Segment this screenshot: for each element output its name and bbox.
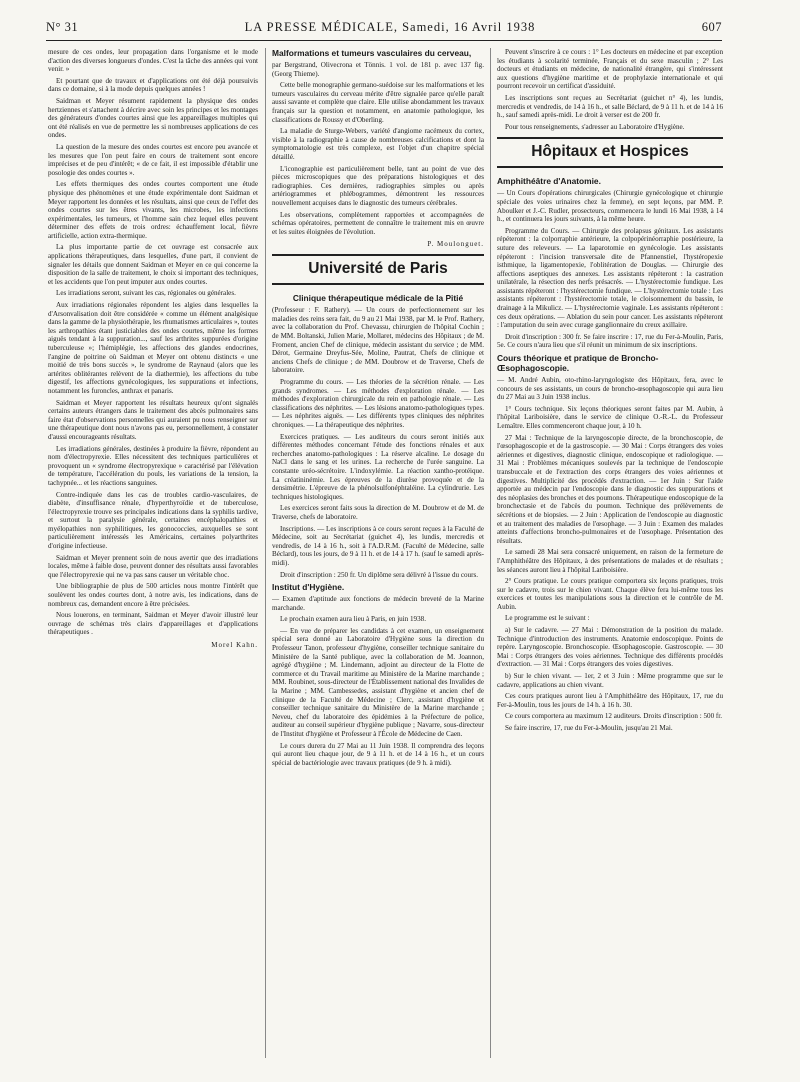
paragraph: L'iconographie est particulièrement belle, tant au point de vue des pièces microscopiques que des préparations histologiques et des radiographies. Ces dernières, radiographies simples ou après artériogrammes et phlébogrammes, démontrent les ressources nouvellement acquises dans le diagnostic des tumeurs cérébrales. xyxy=(272,164,484,207)
paragraph: mesure de ces ondes, leur propagation dans l'organisme et le mode d'action des diverses longueurs d'ondes. C'est la tâche des années qui vont venir. » xyxy=(48,48,258,74)
amphi-title: Amphithéâtre d'Anatomie. xyxy=(497,176,601,187)
paragraph: a) Sur le cadavre. — 27 Mai : Démonstration de la position du malade. Technique d'introduction des instruments. Anatomie endoscopique. Points de repère. Laryngoscopie. Bronchoscopie. Œsophagoscopie. Gastroscopie. — 30 Mai : Corps étrangers des voies aériennes. Technique des différents procédés d'extraction. — 31 Mai : Corps étrangers des voies digestives. xyxy=(497,626,723,669)
paragraph: Se faire inscrire, 17, rue du Fer-à-Moulin, jusqu'au 21 Mai. xyxy=(505,724,673,732)
newspaper-title: LA PRESSE MÉDICALE, Samedi, 16 Avril 1938 xyxy=(244,20,536,34)
broncho-title: Cours théorique et pratique de Broncho-Œsophagoscopie. xyxy=(497,353,659,374)
column-1 xyxy=(48,48,258,1058)
issue-number: N° 31 xyxy=(46,20,79,34)
paragraph: Contre-indiquée dans les cas de troubles cardio-vasculaires, de diabète, d'insuffisance rénale, d'hyperthyroïdie et de tuberculose, l'électropyrexie trouve ses principales indications dans la syphilis tardive, et surtout la paralysie générale, certaines encéphalopathies et myélopathies non syphilitiques, les gonococcies, auxquelles se sont particulièrement intéressés les Américains, certaines polyarthrites d'origine infectieuse. xyxy=(48,490,258,551)
paragraph: Ces cours pratiques auront lieu à l'Amphithéâtre des Hôpitaux, 17, rue du Fer-à-Moulin, tous les jours de 14 h. à 16 h. 30. xyxy=(497,692,723,709)
paragraph: — Un Cours d'opérations chirurgicales (Chirurgie gynécologique et chirurgie spéciale des voies urinaires chez la femme), en sept leçons, par MM. P. Aboulker et J.-C. Rudler, prosecteurs, commencera le lundi 16 Mai 1938, à 14 h., et continuera les jours suivants, à la même heure. xyxy=(497,189,723,224)
paragraph: Les inscriptions sont reçues au Secrétariat (guichet n° 4), les lundis, mercredis et vendredis, de 14 à 16 h., et salle Béclard, de 9 à 11 h. et de 14 à 16 h., sauf samedi après-midi. Le droit à verser est de 200 fr. xyxy=(497,93,723,120)
paragraph: La question de la mesure des ondes courtes est encore peu avancée et les mesures que l'on peut faire en cours de traitement sont encore imprécises et de peu d'intérêt; « de ce fait, il est impossible d'établir une posologie des ondes courtes ». xyxy=(48,142,258,177)
header-rule xyxy=(46,40,722,41)
paragraph: Les effets thermiques des ondes courtes comportent une étude physique des phénomènes et une étude expérimentale dont Saidman et Meyer rapportent les données et les résultats, ainsi que ceux de l'effet des ondes courtes sur les êtres vivants, les microbes, les infections expérimentales, les tumeurs, et l'homme sain chez lequel elles peuvent déterminer des effets de trois ordres: échauffement local, fièvre artificielle, action extra-thermique. xyxy=(48,180,258,240)
paragraph: (Professeur : F. Rathery). — Un cours de perfectionnement sur les maladies des reins sera fait, du 9 au 21 Mai 1938, par M. le Prof. Rathery, avec la collaboration du Prof. Chevassu, chirurgien de l'hôpital Cochin ; de MM. Boltanski, Julien Marie, Mollaret, médecins des Hôpitaux ; de M. Froment, ancien Chef de clinique, médecin assistant du service ; de MM. Dérot, Germaine Dreyfus-Sée, Moline, Pautrat, Chefs de clinique et anciens Chefs de clinique ; de MM. Doubrow et de Traverse, Chefs de laboratoire. xyxy=(272,306,484,375)
paragraph: Nous louerons, en terminant, Saidman et Meyer d'avoir illustré leur ouvrage de schémas très clairs d'appareillages et d'applications thérapeutiques . xyxy=(48,611,258,637)
column-divider xyxy=(265,48,266,1058)
signature: Morel Kahn. xyxy=(211,641,258,649)
paragraph: Ce cours comportera au maximum 12 auditeurs. Droits d'inscription : 500 fr. xyxy=(505,712,723,721)
review-title: Malformations et tumeurs vasculaires du cerveau, xyxy=(272,48,472,58)
paragraph: Aux irradiations régionales répondent les algies dans lesquelles la d'Arsonvalisation doit être considérée « comme un élément analgésique dans la gamme de la physiothérapie, les rhumatismes articulaires », toutes les arthropathies étant justiciables des ondes courtes, même les formes aiguës tendant à la suppuration..., sauf les arthrites suppurées d'origine tuberculeuse »; l'hémiplégie, les affections des glandes endocrines, l'angine de poitrine où Saidman et Meyer ont obtenu distincts « une moitié de très bons succès », le syndrome de Raynaud (alors que les artérites oblitérantes relèvent de la diathermie), les affections du tube digestif, les affections gynécologiques, les suppurations et infections, notamment les furoncles, anthrax et panaris. xyxy=(48,301,258,395)
paragraph: 2° Cours pratique. Le cours pratique comportera six leçons pratiques, trois sur le cadavre, trois sur le chien vivant. Chaque élève fera lui-même tous les exercices et toutes les manipulations sous la direction et le contrôle de M. Aubin. xyxy=(497,577,723,611)
paragraph: Une bibliographie de plus de 500 articles nous montre l'intérêt que soulèvent les ondes courtes dont, à notre avis, les indications, dans de nombreux cas, demandent encore à être précisées. xyxy=(48,582,258,608)
paragraph: b) Sur le chien vivant. — 1er, 2 et 3 Juin : Même programme que sur le cadavre, applications au chien vivant. xyxy=(497,672,723,689)
clinique-title: Clinique thérapeutique médicale de la Pitié xyxy=(292,293,464,304)
paragraph: Le prochain examen aura lieu à Paris, en juin 1938. xyxy=(280,615,426,624)
paragraph: Exercices pratiques. — Les auditeurs du cours seront initiés aux différentes méthodes concernant l'étude des fonctions rénales et aux recherches anatomo-pathologiques : La réserve alcaline. Le dosage du NaCl dans le sang et les urines. La recherche de l'urée sanguine. La constante uréo-sécrétoire. L'indoxylémie. La réaction xantho-protéique. La créatininémie. Les épreuves de la diurèse provoquée et de la densimétrie. L'épreuve de la phénolsulfonéphtaléine. La cylindrurie. Les techniques histologiques. xyxy=(272,432,484,501)
paragraph: Les irradiations seront, suivant les cas, régionales ou générales. xyxy=(56,289,236,298)
signature: P. Moulonguet. xyxy=(427,240,484,249)
paragraph: Le cours durera du 27 Mai au 11 Juin 1938. Il comprendra des leçons qui auront lieu chaque jour, de 9 à 11 h. et de 14 à 16 h., et un cours spécial de bactériologie avec travaux pratiques (de 9 h. à midi). xyxy=(272,741,484,767)
page-header xyxy=(46,20,722,38)
paragraph: Les irradiations générales, destinées à produire la fièvre, répondent au nom d'électropyrexie. Elles nécessitent des techniques particulières et provoquent un « syndrome électropyrexique » caractérisé par l'élévation de température, l'accélération du pouls, les variations de la tension, la tachypnée... et les réactions sanguines. xyxy=(48,444,258,487)
paragraph: Peuvent s'inscrire à ce cours : 1° Les docteurs en médecine et par exception les étudiants à scolarité terminée, Français et du sexe masculin ; 2° Les docteurs et étudiants en médecine, de nationalité étrangère, qui s'intéressent aux questions d'hygiène maritime et de prophylaxie internationale et qui pourront recevoir un certificat d'assiduité. xyxy=(497,48,723,91)
paragraph: — Examen d'aptitude aux fonctions de médecin breveté de la Marine marchande. xyxy=(272,595,484,612)
paragraph: Programme du Cours. — Chirurgie des prolapsus génitaux. Les assistants répéteront : la colporraphie antérieure, la colpopérinéorraphie postérieure, la suture des releveurs. — La laparotomie en gynécologie. Les assistants répéteront : l'incision transversale dite de Pfannenstiel, l'hystéropexie isthmique, la ligamentopexie, l'oblitération de Douglas. — Chirurgie des affections aseptiques des annexes. Les assistants répéteront : la castration unilatérale, la résection des nerfs présacrés. — L'hystérectomie fundique. Les assistants répéteront : l'hystérectomie fundique. — L'hystérectomie totale : Les assistants répéteront : l'hystérectomie totale, le cloisonnement du bassin, le drainage à la Mikulicz. — L'hystérectomie vaginale. Les assistants répéteront : ces deux opérations. — Ablation du sein pour cancer. Les assistants répéteront : l'amputation du sein avec curage ganglionnaire du creux axillaire. xyxy=(497,226,723,330)
column-2 xyxy=(272,48,484,1058)
paragraph: 1° Cours technique. Six leçons théoriques seront faites par M. Aubin, à l'hôpital Lariboisière, dans le service de clinique O.-R.-L. du Professeur Lemaître. Elles commenceront chaque jour, à 10 h. xyxy=(497,404,723,430)
paragraph: Et pourtant que de travaux et d'applications ont été déjà poursuivis dans ce domaine, si à la mode depuis quelques années ! xyxy=(48,76,258,94)
paragraph: La maladie de Sturge-Webers, variété d'angiome racémeux du cortex, visible à la radiographie à cause de nombreuses calcifications et dont la symptomatologie est très complexe, est l'objet d'un chapitre spécial détaillé. xyxy=(272,127,484,161)
column-divider xyxy=(490,48,491,1058)
paragraph: Inscriptions. — Les inscriptions à ce cours seront reçues à la Faculté de Médecine, soit au Secrétariat (guichet 4), les lundis, mercredis et vendredis, de 14 à 16 h., soit à l'A.D.R.M. (Faculté de Médecine, salle Béclard), tous les jours, de 9 à 11 h. et de 14 à 17 h. (sauf le samedi après-midi). xyxy=(272,524,484,567)
paragraph: Droit d'inscription : 250 fr. Un diplôme sera délivré à l'issue du cours. xyxy=(280,570,478,579)
section-title-hopitaux: Hôpitaux et Hospices xyxy=(497,137,723,168)
paragraph: Pour tous renseignements, s'adresser au Laboratoire d'Hygiène. xyxy=(505,122,685,131)
paragraph: Le programme est le suivant : xyxy=(505,614,590,623)
paragraph: Les exercices seront faits sous la direction de M. Doubrow et de M. de Traverse, chefs de laboratoire. xyxy=(272,504,484,521)
paragraph: Programme du cours. — Les théories de la sécrétion rénale. — Les grands syndromes. — Les méthodes d'exploration rénale. — Les méthodes d'exploration chirurgicale du rein en pathologie rénale. — Les classifications des néphrites. — Les lésions anatomo-pathologiques types. — Les néphrites aiguës. — Les différents types cliniques des néphrites chroniques. — La thérapeutique des néphrites. xyxy=(272,378,484,429)
paragraph: Saidman et Meyer prennent soin de nous avertir que des irradiations locales, même à faible dose, peuvent donner des résultats aussi favorables que l'électropyrexie qui ne va pas sans causer un véritable choc. xyxy=(48,553,258,579)
paragraph: — En vue de préparer les candidats à cet examen, un enseignement spécial sera donné au Laboratoire d'Hygiène sous la direction du Professeur Tanon, professeur d'hygiène, conseiller technique sanitaire du Ministère de la Santé publique, avec la collaboration de M. Joannon, agrégé d'hygiène ; M. Lindemann, adjoint au directeur de la Flotte de commerce et du Travail maritime au Ministère de la Marine marchande ; MM. Roubinet, sous-directeur de l'Établissement national des Invalides de la Marine ; MM. Cambessedes, assistant d'hygiène et ancien chef de clinique de la Faculté de Médecine ; Clerc, assistant d'hygiène et conseiller technique sanitaire du Ministère de la Marine marchande ; Neveu, chef du laboratoire des épidémies à la Préfecture de police, auditeur au conseil supérieur d'hygiène publique ; Navarre, sous-directeur de l'Institut d'hygiène et Professeur à l'École de Médecine de Caen. xyxy=(272,626,484,738)
review-reference: par Bergstrand, Olivecrona et Tönnis. 1 vol. de 181 p. avec 137 fig. (Georg Thieme). xyxy=(272,61,484,78)
hygiene-title: Institut d'Hygiène. xyxy=(272,582,345,593)
paragraph: Le samedi 28 Mai sera consacré uniquement, en raison de la fermeture de l'Amphithéâtre des Hôpitaux, à des présentations de malades et de résultats ; les séances auront lieu à l'hôpital Lariboisière. xyxy=(497,548,723,574)
page-number: 607 xyxy=(701,20,722,34)
paragraph: Cette belle monographie germano-suédoise sur les malformations et les tumeurs vasculaires du cerveau mérite d'être signalée parce qu'elle paraît aussi savante et complète que claire. Elle utilise abondamment les travaux français sur la question et notamment, en anatomie pathologique, les classifications de Roussy et d'Oberling. xyxy=(272,81,484,124)
paragraph: Saidman et Meyer résument rapidement la physique des ondes hertziennes et s'attachent à décrire avec soin les principes et les montages des générateurs d'ondes courtes ainsi que les appareillages multiples qui ont été réalisés en vue de permettre les si nombreuses applications de ces ondes. xyxy=(48,96,258,140)
paragraph: — M. André Aubin, oto-rhino-laryngologiste des Hôpitaux, fera, avec le concours de ses assistants, un cours de broncho-œsophagoscopie qui aura lieu du 27 Mai au 3 Juin 1938 inclus. xyxy=(497,376,723,402)
section-title-universite: Université de Paris xyxy=(272,254,484,285)
paragraph: Les observations, complètement rapportées et accompagnées de schémas opératoires, permettent de connaître le traitement mis en œuvre et les suites éloignées de l'évolution. xyxy=(272,210,484,236)
paragraph: Saidman et Meyer rapportent les résultats heureux qu'ont signalés certains auteurs étrangers dans le traitement des abcès pulmonaires sans faire état d'observations personnelles qui auraient pu nous renseigner sur une thérapeutique dont nous n'avons pas eu, personnellement, à constater d'aussi encourageants résultats. xyxy=(48,398,258,441)
paragraph: 27 Mai : Technique de la laryngoscopie directe, de la bronchoscopie, de l'œsophagoscopie et de la gastroscopie. — 30 Mai : Corps étrangers des voies aériennes et digestives, diagnostic clinique, endoscopique et radiologique. — 31 Mai : Problèmes mécaniques soulevés par la technique de l'endoscopie transbuccale et de l'extraction des corps étrangers des voies aériennes et digestives. Multiplicité des procédés d'extraction. — 1er Juin : Sur l'aide apportée au médecin par l'endoscopie dans le diagnostic des suppurations et des néoplasies des bronches et des poumons. Thérapeutique endoscopique de la bronchectasie et de l'abcès du poumon. Technique des prélèvements de sécrétions et de biopsies. — 2 Juin : Application de l'endoscopie au diagnostic et au traitement des maladies de l'œsophage. — 3 Juin : Examen des malades atteints d'affections broncho-pulmonaires et de l'œsophage. Présentation des résultats. xyxy=(497,433,723,545)
paragraph: Droit d'inscription : 300 fr. Se faire inscrire : 17, rue du Fer-à-Moulin, Paris, 5e. Ce cours n'aura lieu que s'il réunit un minimum de six inscriptions. xyxy=(497,332,723,350)
paragraph: La plus importante partie de cet ouvrage est consacrée aux applications thérapeutiques, dans lesquelles, d'une part, il convient de signaler les détails que donnent Saidman et Meyer en ce qui concerne la disposition de la salle de traitement, le choix si important des techniques, et les accidents que l'on peut imputer aux ondes courtes. xyxy=(48,243,258,286)
column-3 xyxy=(497,48,723,1058)
